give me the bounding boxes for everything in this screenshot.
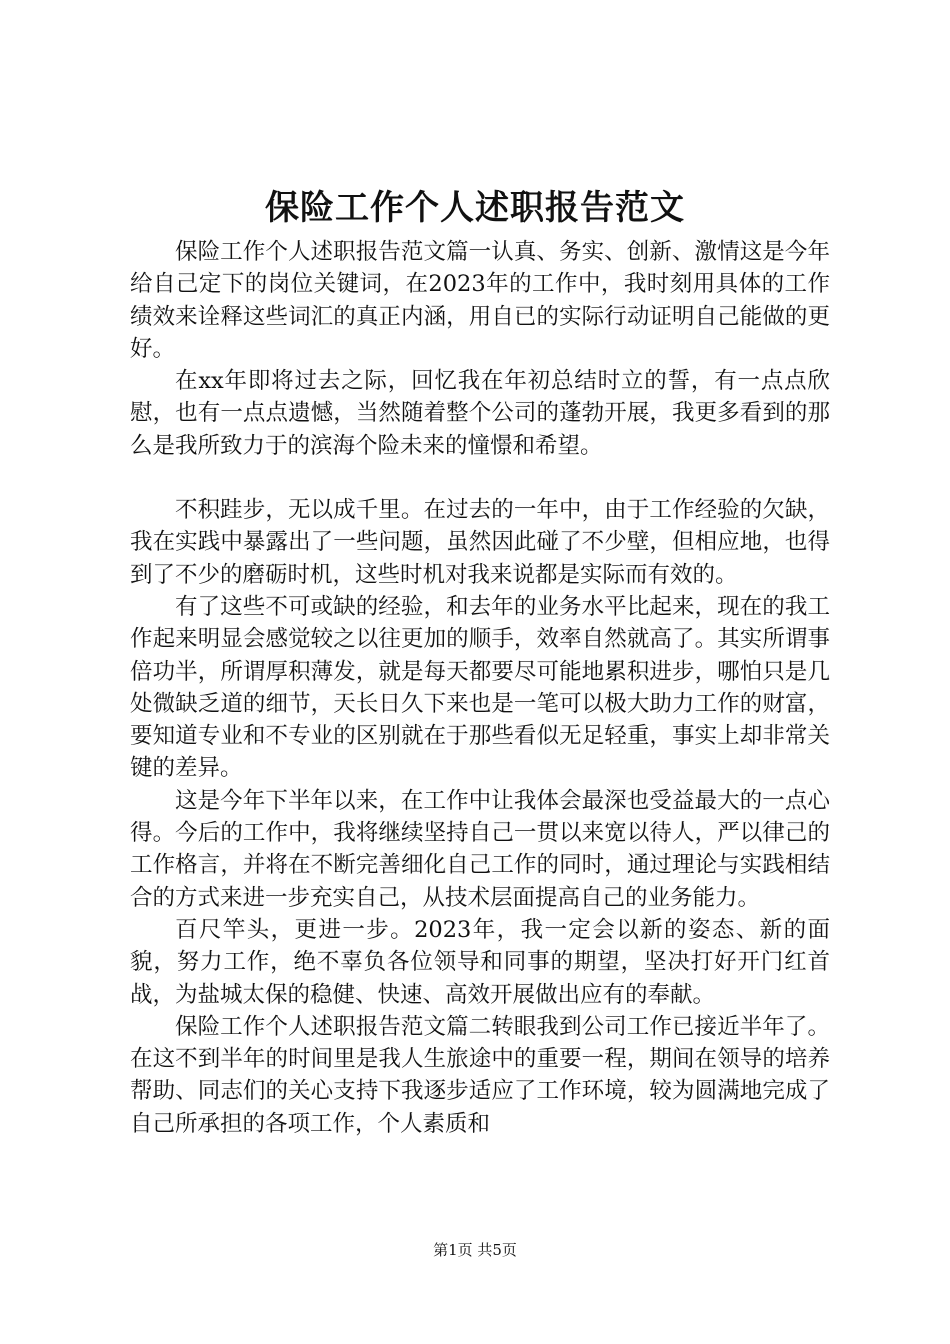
document-title: 保险工作个人述职报告范文 [265,188,685,228]
paragraph-2: 在xx年即将过去之际，回忆我在年初总结时立的誓，有一点点欣慰，也有一点点遗憾，当然随着整个公司的蓬勃开展，我更多看到的那么是我所致力于的滨海个险未来的憧憬和希望。 [130,368,830,459]
paragraph-4: 有了这些不可或缺的经验，和去年的业务水平比起来，现在的我工作起来明显会感觉较之以往更加的顺手，效率自然就高了。其实所谓事倍功半，所谓厚积薄发，就是每天都要尽可能地累积进步，哪怕只是几处微缺乏道的细节，天长日久下来也是一笔可以极大助力工作的财富，要知道专业和不专业的区别就在于那些看似无足轻重，事实上却非常关键的差异。 [130,593,830,782]
paragraph-6: 百尺竿头，更进一步。2023年，我一定会以新的姿态、新的面貌，努力工作，绝不辜负各位领导和同事的期望，坚决打好开门红首战，为盐城太保的稳健、快速、高效开展做出应有的奉献。 [130,916,830,1008]
document-body [130,236,830,1140]
page-footer: 第1页 共5页 [433,1241,517,1259]
paragraph-5: 这是今年下半年以来，在工作中让我体会最深也受益最大的一点心得。今后的工作中，我将继续坚持自己一贯以来宽以待人，严以律己的工作格言，并将在不断完善细化自己工作的同时，通过理论与实践相结合的方式来进一步充实自己，从技术层面提高自己的业务能力。 [130,787,830,911]
paragraph-7: 保险工作个人述职报告范文篇二转眼我到公司工作已接近半年了。在这不到半年的时间里是我人生旅途中的重要一程，期间在领导的培养帮助、同志们的关心支持下我逐步适应了工作环境，较为圆满地完成了自己所承担的各项工作，个人素质和 [130,1013,830,1137]
paragraph-3: 不积跬步，无以成千里。在过去的一年中，由于工作经验的欠缺，我在实践中暴露出了一些问题，虽然因此碰了不少壁，但相应地，也得到了不少的磨砺时机，这些时机对我来说都是实际而有效的。 [130,497,830,588]
paragraph-1: 保险工作个人述职报告范文篇一认真、务实、创新、激情这是今年给自己定下的岗位关键词，在2023年的工作中，我时刻用具体的工作绩效来诠释这些词汇的真正内涵，用自已的实际行动证明自己能做的更好。 [130,239,830,362]
